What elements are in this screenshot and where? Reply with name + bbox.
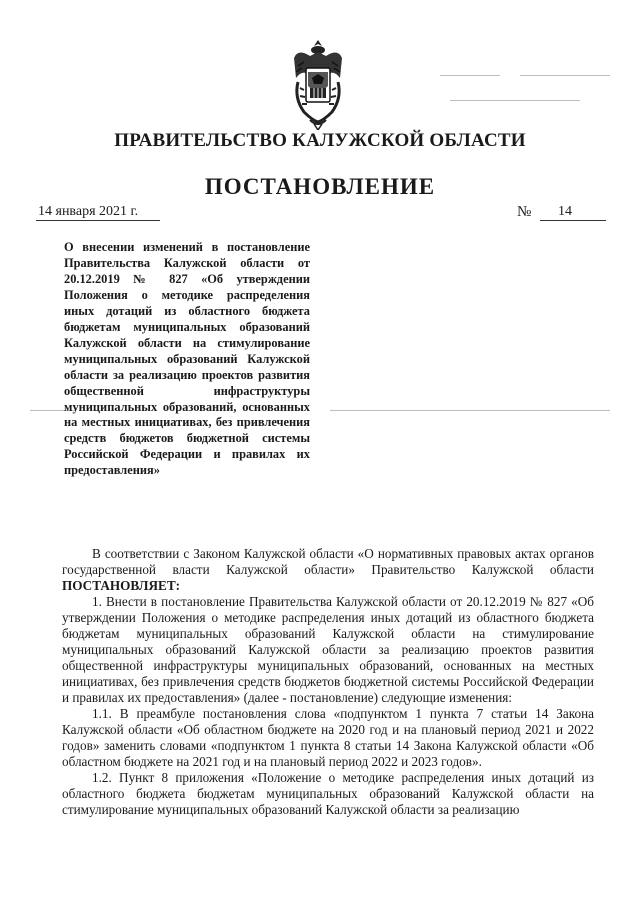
scan-mark-line xyxy=(450,100,580,101)
government-name: ПРАВИТЕЛЬСТВО КАЛУЖСКОЙ ОБЛАСТИ xyxy=(114,130,526,151)
scan-mark-line xyxy=(440,75,500,76)
document-date: 14 января 2021 г. xyxy=(36,204,160,221)
item-1-2-paragraph: 1.2. Пункт 8 приложения «Положение о методике распределения иных дотаций из областного бюджета бюджетам муниципальных образований Калужской области на стимулирование муниципальных образований Калужской области за реализацию xyxy=(62,770,594,817)
scan-mark-line xyxy=(520,75,610,76)
resolves-word: ПОСТАНОВЛЯЕТ: xyxy=(62,578,181,593)
preamble-paragraph xyxy=(62,546,594,594)
document-number: 14 xyxy=(540,204,606,221)
document-body xyxy=(62,546,594,818)
document-subject: О внесении изменений в постановление Правительства Калужской области от 20.12.2019 № 827 «Об утверждении Положения о методике распределения иных дотаций из областного бюджета бюджетам муниципальных образований Калужской области на стимулирование муниципальных образований Калужской области за реализацию проектов развития общественной инфраструктуры муниципальных образований, основанных на местных инициативах, без привлечения средств бюджетов бюджетной системы Российской Федерации и правилах их предоставления» xyxy=(64,240,310,478)
number-label: № xyxy=(517,204,532,220)
coat-of-arms-emblem xyxy=(288,38,348,130)
scan-mark-line xyxy=(330,410,610,411)
document-type-title: ПОСТАНОВЛЕНИЕ xyxy=(204,174,436,199)
item-1-1-paragraph: 1.1. В преамбуле постановления слова «подпунктом 1 пункта 7 статьи 14 Закона Калужской области «Об областном бюджете на 2020 год и на плановый период 2021 и 2022 годов» заменить словами «подпунктом 1 пункта 8 статьи 14 Закона Калужской области «Об областном бюджете на 2021 год и на плановый период 2022 и 2023 годов». xyxy=(62,706,594,769)
item-1-paragraph: 1. Внести в постановление Правительства Калужской области от 20.12.2019 № 827 «Об утверждении Положения о методике распределения иных дотаций из областного бюджета бюджетам муниципальных образований Калужской области на стимулирование муниципальных образований Калужской области за реализацию проектов развития общественной инфраструктуры муниципальных образований, основанных на местных инициативах, без привлечения средств бюджетов бюджетной системы Российской Федерации и правилах их предоставления» (далее - постановление) следующие изменения: xyxy=(62,594,594,705)
preamble-text: В соответствии с Законом Калужской области «О нормативных правовых актах органов государственной власти Калужской области» Правительство Калужской области xyxy=(62,546,594,577)
